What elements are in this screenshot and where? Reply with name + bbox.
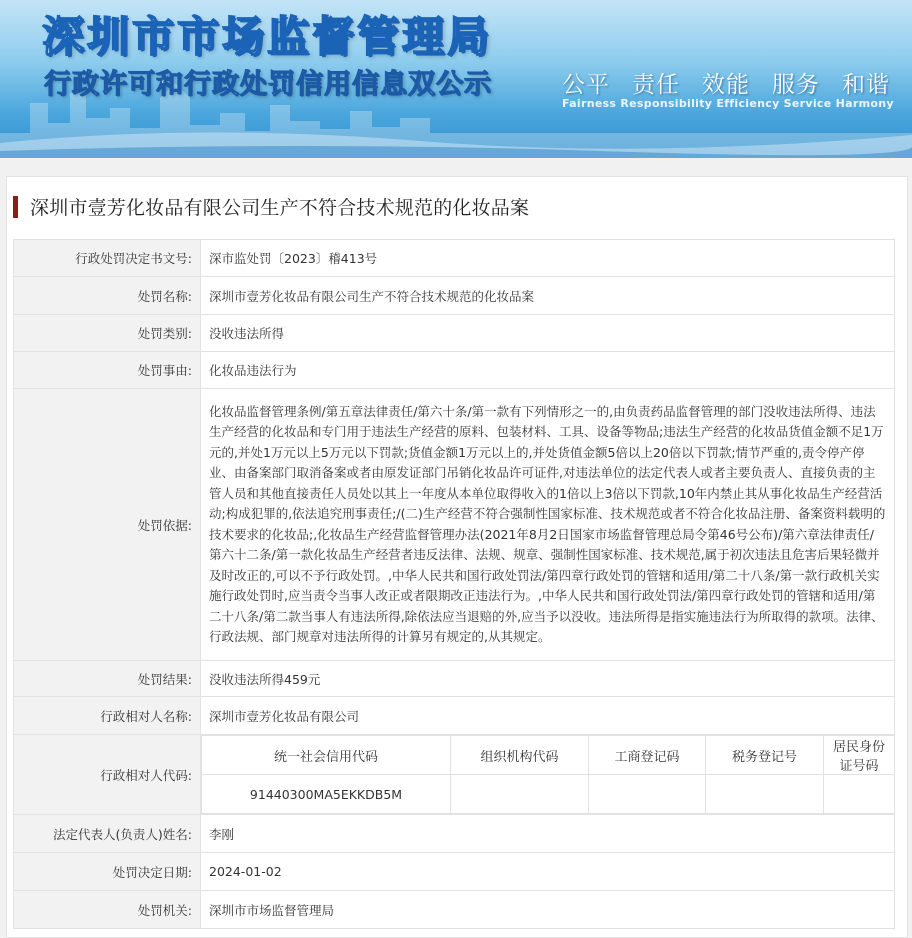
table-row <box>14 891 895 929</box>
table-row <box>14 853 895 891</box>
decision-date-value: 2024-01-02 <box>201 853 895 891</box>
party-code-table <box>201 735 894 814</box>
motto-item: 责任 <box>632 72 680 98</box>
credit-code-value: 91440300MA5EKKDB5M <box>202 775 451 814</box>
agency-name: 深圳市市场监督管理局 <box>42 12 493 61</box>
business-reg-value <box>589 775 706 814</box>
party-name-label: 行政相对人名称: <box>14 697 201 735</box>
penalty-result-label: 处罚结果: <box>14 661 201 697</box>
motto-item: 服务 <box>772 72 820 98</box>
tax-reg-value <box>706 775 824 814</box>
table-row <box>14 352 895 389</box>
case-card <box>6 176 908 938</box>
penalty-basis-value: 化妆品监督管理条例/第五章法律责任/第六十条/第一款有下列情形之一的,由负责药品监督管理的部门没收违法所得、违法生产经营的化妆品和专门用于违法生产经营的原料、包装材料、工具、设备等物品;违法生产经营的化妆品货值金额不足1万元的,并处1万元以上5万元以下罚款;货值金额1万元以上的,并处货值金额5倍以上20倍以下罚款;情节严重的,责令停产停业、由备案部门取消备案或者由原发证部门吊销化妆品许可证件,对违法单位的法定代表人或者主要负责人、直接负责的主管人员和其他直接责任人员处以其上一年度从本单位取得收入的1倍以上3倍以下罚款,10年内禁止其从事化妆品生产经营活动;构成犯罪的,依法追究刑事责任;/(二)生产经营不符合强制性国家标准、技术规范或者不符合化妆品注册、备案资料载明的技术要求的化妆品;,化妆品生产经营监督管理办法(2021年8月2日国家市场监督管理总局令第46号公布)/第六章法律责任/第六十二条/第一款化妆品生产经营者违反法律、法规、规章、强制性国家标准、技术规范,属于初次违法且危害后果轻微并及时改正的,可以不予行政处罚。,中华人民共和国行政处罚法/第四章行政处罚的管辖和适用/第二十八条/第一款行政机关实施行政处罚时,应当责令当事人改正或者限期改正违法行为。,中华人民共和国行政处罚法/第四章行政处罚的管辖和适用/第二十八条/第二款当事人有违法所得,除依法应当退赔的外,应当予以没收。违法所得是指实施违法行为所取得的款项。法律、行政法规、部门规章对违法所得的计算另有规定的,从其规定。 <box>201 389 895 661</box>
decision-date-label: 处罚决定日期: <box>14 853 201 891</box>
penalty-cause-value: 化妆品违法行为 <box>201 352 895 389</box>
legal-rep-value: 李刚 <box>201 815 895 853</box>
penalty-name-value: 深圳市壹芳化妆品有限公司生产不符合技术规范的化妆品案 <box>201 277 895 315</box>
authority-value: 深圳市市场监督管理局 <box>201 891 895 929</box>
legal-rep-label: 法定代表人(负责人)姓名: <box>14 815 201 853</box>
party-name-value: 深圳市壹芳化妆品有限公司 <box>201 697 895 735</box>
case-title: 深圳市壹芳化妆品有限公司生产不符合技术规范的化妆品案 <box>30 197 530 219</box>
decision-no-value: 深市监处罚〔2023〕稽413号 <box>201 240 895 277</box>
table-row <box>14 315 895 352</box>
header-banner <box>0 0 912 158</box>
party-code-header-row <box>202 736 895 775</box>
penalty-name-label: 处罚名称: <box>14 277 201 315</box>
table-row <box>14 661 895 697</box>
org-code-header: 组织机构代码 <box>451 736 589 775</box>
org-code-value <box>451 775 589 814</box>
case-title-row <box>13 193 529 220</box>
penalty-result-value: 没收违法所得459元 <box>201 661 895 697</box>
authority-label: 处罚机关: <box>14 891 201 929</box>
motto-item: 和谐 <box>842 72 890 98</box>
title-accent-bar <box>13 196 18 218</box>
penalty-category-value: 没收违法所得 <box>201 315 895 352</box>
party-code-label: 行政相对人代码: <box>14 735 201 815</box>
party-code-value-row <box>202 775 895 814</box>
table-row <box>14 240 895 277</box>
penalty-category-label: 处罚类别: <box>14 315 201 352</box>
table-row <box>14 389 895 661</box>
penalty-cause-label: 处罚事由: <box>14 352 201 389</box>
motto-english: Fairness Responsibility Efficiency Service Harmony <box>562 97 894 110</box>
party-code-cell <box>201 735 895 815</box>
table-row <box>14 735 895 815</box>
id-card-value <box>824 775 895 814</box>
table-row <box>14 277 895 315</box>
motto-item: 公平 <box>562 72 610 98</box>
penalty-basis-label: 处罚依据: <box>14 389 201 661</box>
case-info-table <box>13 239 895 929</box>
table-row <box>14 815 895 853</box>
banner-subtitle: 行政许可和行政处罚信用信息双公示 <box>44 69 492 100</box>
credit-code-header: 统一社会信用代码 <box>202 736 451 775</box>
decision-no-label: 行政处罚决定书文号: <box>14 240 201 277</box>
tax-reg-header: 税务登记号 <box>706 736 824 775</box>
table-row <box>14 697 895 735</box>
id-card-header: 居民身份证号码 <box>824 736 895 775</box>
motto-list <box>562 66 912 99</box>
business-reg-header: 工商登记码 <box>589 736 706 775</box>
motto-item: 效能 <box>702 72 750 98</box>
